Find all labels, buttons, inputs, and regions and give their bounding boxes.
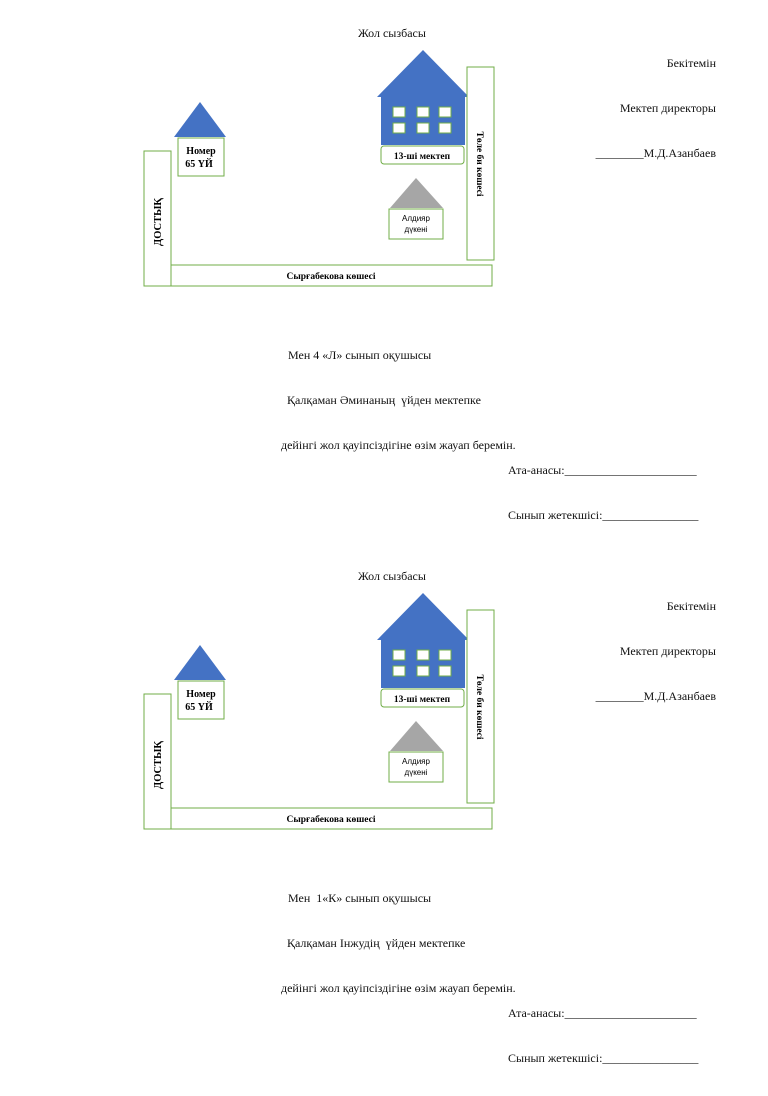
signature-block (508, 433, 698, 553)
statement-line: Қалқаман Әминаның үйден мектепке (284, 393, 481, 407)
shop-roof (390, 721, 443, 751)
signature-block (508, 976, 698, 1096)
statement-line: Қалқаман Інжудің үйден мектепке (284, 936, 466, 950)
approval-line: Бекітемін (666, 56, 716, 70)
signature-teacher: Сынып жетекшісі:________________ (508, 508, 699, 522)
school-window (417, 666, 429, 676)
home-box (178, 138, 224, 176)
street-bottom-label: Сырғабекова көшесі (286, 815, 376, 825)
route-map (0, 0, 768, 300)
statement-line: Мен 4 «Л» сынып оқушысы (288, 348, 432, 362)
route-map (0, 543, 768, 843)
street-left-label: ДОСТЫҚ (153, 197, 164, 247)
home-label-1: Номер (186, 146, 216, 157)
route-sheet-2 (0, 543, 768, 1065)
page-title: Жол сызбасы (358, 26, 426, 40)
school-window (439, 123, 451, 133)
school-window (439, 650, 451, 660)
statement-line: Мен 1«К» сынып оқушысы (288, 891, 432, 905)
school-roof (377, 50, 469, 97)
shop-label-1: Алдияр (402, 757, 430, 766)
school-building (381, 640, 465, 688)
shop-roof (390, 178, 443, 208)
school-building (381, 97, 465, 145)
school-window (417, 123, 429, 133)
school-window (393, 107, 405, 117)
home-roof (174, 102, 226, 137)
statement (281, 861, 516, 1026)
school-window (439, 666, 451, 676)
school-window (393, 650, 405, 660)
shop-label-2: дүкені (404, 225, 428, 234)
school-window (393, 666, 405, 676)
approval-line: ________М.Д.Азанбаев (595, 146, 716, 160)
street-right-label: Төле би көшесі (474, 131, 484, 197)
signature-parent: Ата-анасы:______________________ (508, 1006, 697, 1020)
statement (281, 318, 516, 483)
statement-line: дейінгі жол қауіпсіздігіне өзім жауап беремін. (281, 438, 516, 452)
home-label-1: Номер (186, 689, 216, 700)
school-window (439, 107, 451, 117)
street-bottom-label: Сырғабекова көшесі (286, 272, 376, 282)
approval-line: Мектеп директоры (619, 644, 716, 658)
route-sheet-1 (0, 0, 768, 522)
home-label-2: 65 ҮЙ (185, 159, 213, 170)
street-right-label: Төле би көшесі (474, 674, 484, 740)
statement-line: дейінгі жол қауіпсіздігіне өзім жауап беремін. (281, 981, 516, 995)
signature-parent: Ата-анасы:______________________ (508, 463, 697, 477)
home-label-2: 65 ҮЙ (185, 702, 213, 713)
school-window (417, 107, 429, 117)
school-roof (377, 593, 469, 640)
school-window (393, 123, 405, 133)
home-box (178, 681, 224, 719)
school-window (417, 650, 429, 660)
home-roof (174, 645, 226, 680)
approval-line: Бекітемін (666, 599, 716, 613)
school-label: 13-ші мектеп (393, 152, 451, 162)
page-title: Жол сызбасы (358, 569, 426, 583)
school-label: 13-ші мектеп (393, 695, 451, 705)
shop-label-2: дүкені (404, 768, 428, 777)
street-left-label: ДОСТЫҚ (153, 740, 164, 790)
shop-label-1: Алдияр (402, 214, 430, 223)
approval-line: ________М.Д.Азанбаев (595, 689, 716, 703)
approval-line: Мектеп директоры (619, 101, 716, 115)
signature-teacher: Сынып жетекшісі:________________ (508, 1051, 699, 1065)
